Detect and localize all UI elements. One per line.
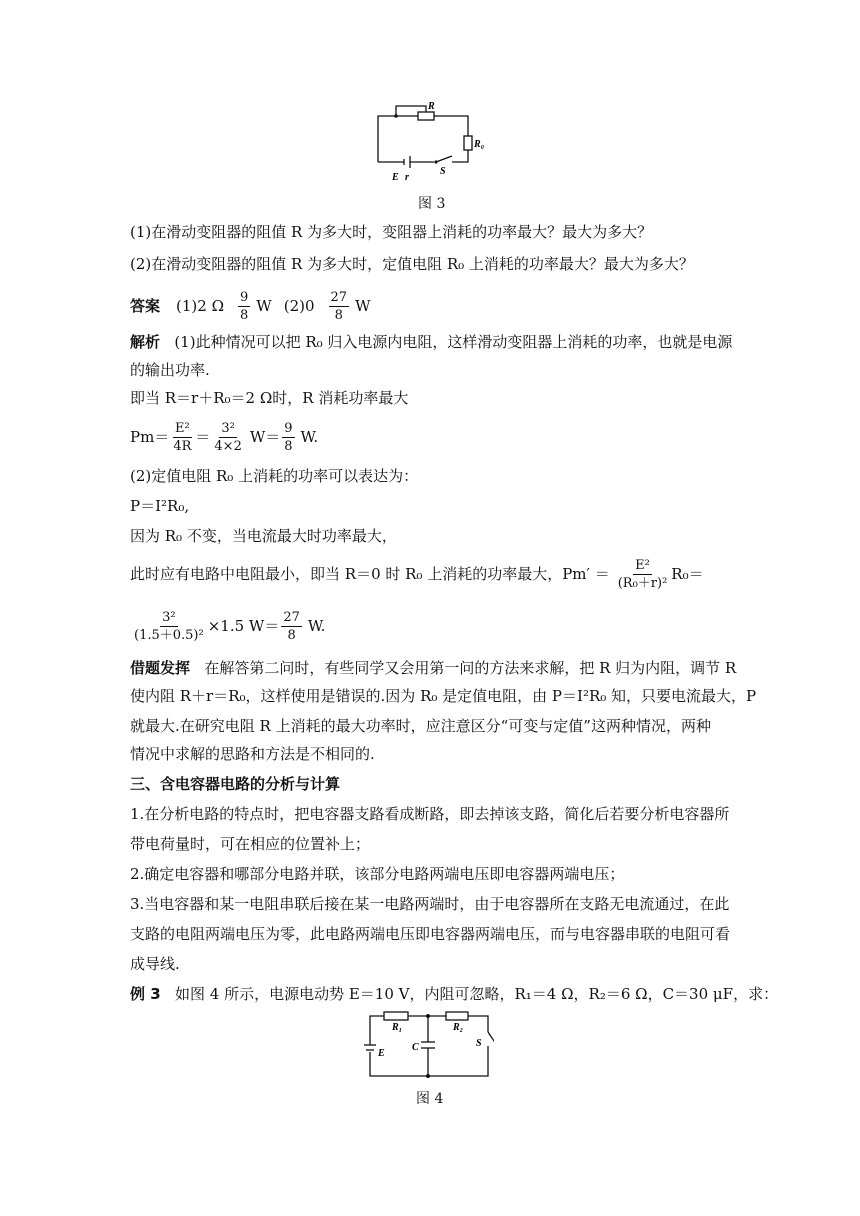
rheostat-resistor-R [418,112,434,120]
example-label: 例 3 [130,985,161,1003]
answer-part2: (2)0 [283,297,315,315]
answer-fraction-2: $\frac{27}{8}$ [330,289,348,323]
label-R2: R₂ [453,1022,464,1033]
answer-fraction-1: $\frac{9}{8}$ [240,289,249,323]
tip-line-3: 就最大.在研究电阻 R 上消耗的最大功率时，应注意区分“可变与定值”这两种情况，两种 [130,717,711,735]
section-p3-c: 成导线. [130,955,180,973]
analysis-line-3: 即当 R＝r＋R₀＝2 Ω时，R 消耗功率最大 [130,389,409,407]
analysis-line-6: 因为 R₀ 不变，当电流最大时功率最大， [130,527,397,545]
tip-label: 借题发挥 [130,659,191,677]
analysis-equation-2: $\frac{\text{3²}}{\text{(1.5＋0.5)²}}$ ×1.5 W＝ $\frac{27}{8}$ W. [134,609,326,643]
section-p1-b: 带电荷量时，可在相应的位置补上； [130,835,371,853]
label-r: r [405,172,409,183]
figure3-caption: 图 3 [418,196,446,212]
example-3: 例 3 如图 4 所示，电源电动势 E＝10 V，内阻可忽略，R₁＝4 Ω，R₂＝6 Ω，C＝30 μF，求： [130,985,779,1003]
label-E: E [392,172,399,183]
label-C: C [412,1042,419,1053]
analysis-equation-1: Pm＝ $\frac{\text{E²}}{4R}$ ＝ $\frac{\text{3²}}{4\times 2}$ W＝ $\frac{9}{8}$ W. [130,420,319,454]
section-p3-a: 3.当电容器和某一电阻串联后接在某一电路两端时，由于电容器所在支路无电流通过，在此 [130,895,730,913]
question-2: (2)在滑动变阻器的阻值 R 为多大时，定值电阻 R₀ 上消耗的功率最大？最大为多大？ [130,255,694,273]
label-R0: R₀ [474,139,485,150]
figure4-caption: 图 4 [416,1091,444,1107]
analysis-line-5: P＝I²R₀, [130,497,190,515]
section-heading: 三、含电容器电路的分析与计算 [130,775,341,793]
figure3-circuit [370,100,500,185]
resistor-R0 [464,136,472,150]
section-p2: 2.确定电容器和哪部分电路并联，该部分电路两端电压即电容器两端电压； [130,865,625,883]
resistor-R1 [384,1012,408,1020]
question-1: (1)在滑动变阻器的阻值 R 为多大时，变阻器上消耗的功率最大？最大为多大？ [130,223,653,241]
section-p1-a: 1.在分析电路的特点时，把电容器支路看成断路，即去掉该支路，简化后若要分析电容器所 [130,805,730,823]
label-E4: E [378,1048,385,1059]
analysis-line-4: (2)定值电阻 R₀ 上消耗的功率可以表达为： [130,467,419,485]
label-R1: R₁ [392,1022,403,1033]
section-p3-b: 支路的电阻两端电压为零，此电路两端电压即电容器两端电压，而与电容器串联的电阻可看 [130,925,731,943]
label-S4: S [476,1038,482,1049]
answer-part1: (1)2 Ω [176,297,225,315]
figure4-circuit [362,1008,494,1083]
tip-line-1: 借题发挥 在解答第二问时，有些同学又会用第一问的方法来求解，把 R 归为内阻，调节 R [130,659,737,677]
answer-unit-2: W [355,297,371,315]
tip-line-4: 情况中求解的思路和方法是不相同的. [130,745,375,763]
tip-line-2: 使内阻 R＋r＝R₀，这样使用是错误的.因为 R₀ 是定值电阻，由 P＝I²R₀ 知，只要电流最大，P [130,687,757,705]
answer-label: 答案 [130,297,161,315]
analysis-line-2: 的输出功率. [130,361,210,379]
answer-line [130,286,370,326]
answer-unit-1: W [256,297,272,315]
analysis-line-7: 此时应有电路中电阻最小，即当 R＝0 时 R₀ 上消耗的功率最大，Pm′ ＝ $\frac{\text{E²}}{\text{(R₀＋r)²}}$ R₀＝ [130,557,704,591]
label-S: S [440,166,446,177]
analysis-label: 解析 [130,333,161,351]
resistor-R2 [446,1012,468,1020]
analysis-line-1: 解析 (1)此种情况可以把 R₀ 归入电源内电阻，这样滑动变阻器上消耗的功率，也就是电源 [130,333,733,351]
label-R: R [428,101,435,112]
